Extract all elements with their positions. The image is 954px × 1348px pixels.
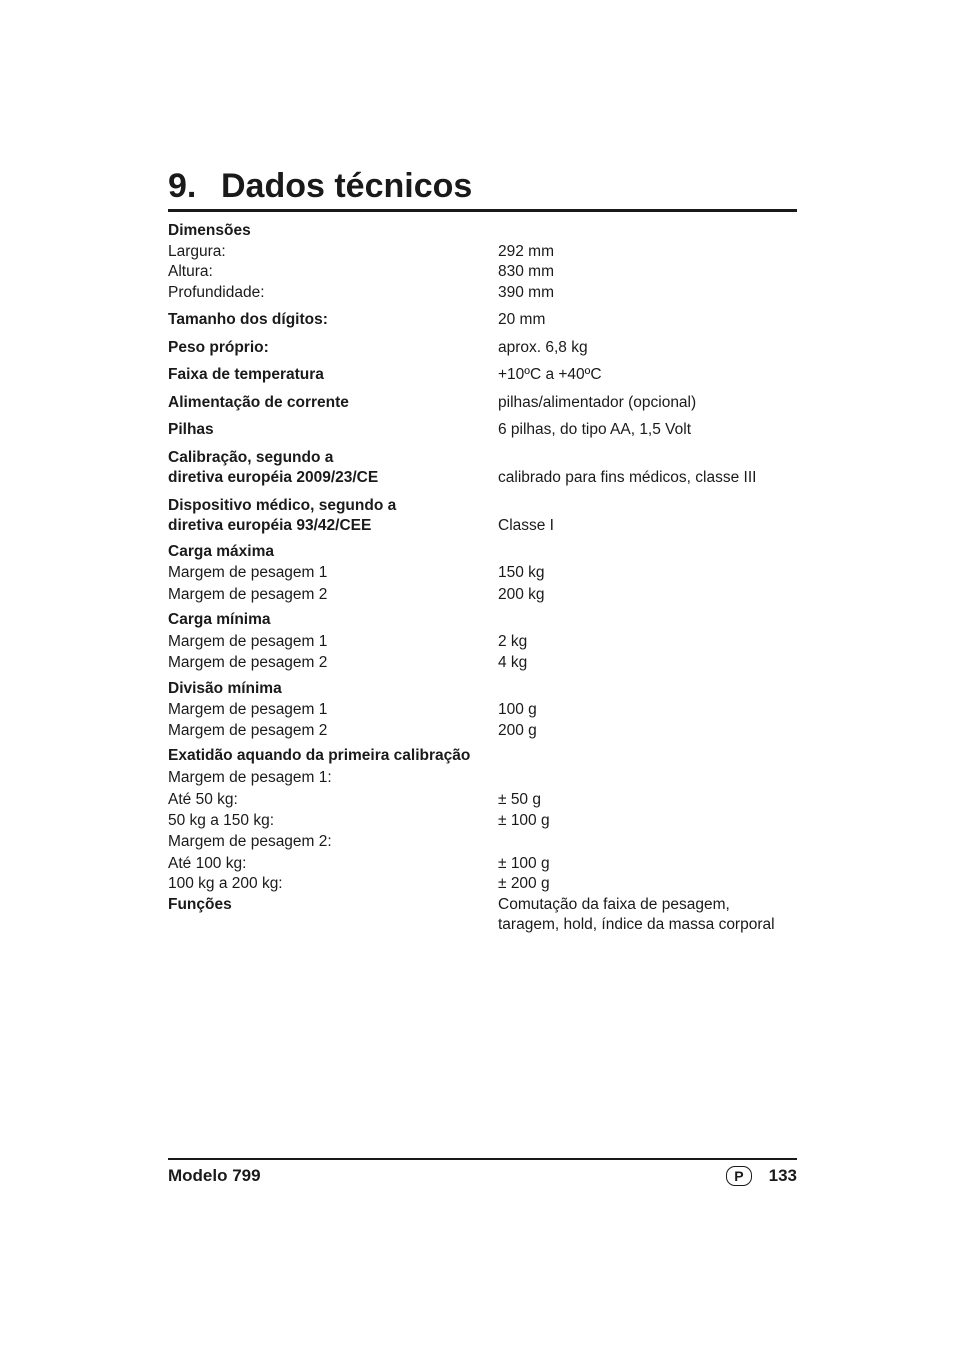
spec-row	[168, 496, 797, 537]
spec-value: 292 mm	[498, 242, 554, 260]
spec-label: Tamanho dos dígitos:	[168, 311, 328, 328]
spec-row	[168, 420, 797, 441]
spec-label: Altura:	[168, 263, 213, 280]
spec-label: Carga mínima	[168, 611, 271, 628]
spec-row	[168, 832, 797, 853]
spec-row	[168, 811, 797, 832]
footer-page-info	[726, 1166, 797, 1186]
spec-label: Dispositivo médico, segundo a diretiva européia 93/42/CEE	[168, 496, 397, 534]
spec-label: Margem de pesagem 2	[168, 721, 328, 739]
spec-row	[168, 242, 797, 263]
spec-row	[168, 393, 797, 414]
spec-value: 830 mm	[498, 263, 554, 280]
spec-row	[168, 895, 797, 933]
spec-label: Calibração, segundo a diretiva européia 2009/23/CE	[168, 448, 379, 486]
spec-label: Dimensões	[168, 222, 251, 239]
spec-value: +10ºC a +40ºC	[498, 366, 602, 383]
spec-row	[168, 746, 797, 767]
spec-label: Profundidade:	[168, 283, 265, 301]
spec-value: 150 kg	[498, 564, 545, 581]
spec-value: 390 mm	[498, 283, 554, 301]
section-title: Dados técnicos	[221, 167, 473, 205]
spec-value: aprox. 6,8 kg	[498, 338, 588, 356]
spec-label: Margem de pesagem 1	[168, 701, 328, 718]
spec-value: ± 200 g	[498, 875, 550, 892]
spec-label: Divisão mínima	[168, 679, 282, 697]
spec-value: Classe I	[498, 517, 554, 534]
spec-row	[168, 610, 797, 631]
spec-row	[168, 448, 797, 489]
spec-value: calibrado para fins médicos, classe III	[498, 469, 757, 486]
spec-value: ± 100 g	[498, 854, 550, 872]
spec-label: Alimentação de corrente	[168, 393, 349, 411]
spec-label: Margem de pesagem 1	[168, 564, 328, 581]
spec-value: 4 kg	[498, 654, 528, 671]
spec-row	[168, 585, 797, 606]
title-divider	[168, 209, 797, 212]
spec-label: Carga máxima	[168, 542, 274, 560]
spec-row	[168, 283, 797, 304]
spec-value: 20 mm	[498, 311, 546, 328]
section-number: 9.	[168, 167, 197, 205]
page-title	[168, 166, 472, 206]
spec-label: Exatidão aquando da primeira calibração	[168, 747, 471, 764]
spec-row	[168, 542, 797, 563]
spec-row	[168, 338, 797, 359]
spec-row	[168, 653, 797, 674]
spec-value: 6 pilhas, do tipo AA, 1,5 Volt	[498, 421, 692, 438]
spec-label: Até 100 kg:	[168, 854, 247, 872]
spec-label: Margem de pesagem 1:	[168, 768, 332, 786]
spec-value: 200 g	[498, 721, 537, 739]
specs-table	[168, 221, 797, 933]
spec-row	[168, 563, 797, 584]
spec-value: 100 g	[498, 701, 537, 718]
spec-row	[168, 262, 797, 283]
page-number: 133	[768, 1166, 797, 1185]
spec-value: Comutação da faixa de pesagem, taragem, hold, índice da massa corporal	[498, 895, 775, 933]
spec-label: 100 kg a 200 kg:	[168, 875, 283, 892]
footer-model: Modelo 799	[168, 1166, 261, 1185]
spec-label: Pilhas	[168, 421, 214, 438]
spec-row	[168, 365, 797, 386]
spec-row	[168, 854, 797, 875]
spec-label: Margem de pesagem 2	[168, 585, 328, 603]
spec-label: Até 50 kg:	[168, 791, 238, 808]
spec-label: Margem de pesagem 2:	[168, 833, 332, 850]
spec-row	[168, 679, 797, 700]
spec-label: Margem de pesagem 2	[168, 654, 328, 671]
spec-value: pilhas/alimentador (opcional)	[498, 393, 697, 411]
spec-row	[168, 790, 797, 811]
spec-label: Peso próprio:	[168, 338, 269, 356]
language-badge: P	[726, 1166, 751, 1186]
spec-row	[168, 700, 797, 721]
spec-row	[168, 221, 797, 242]
spec-label: Margem de pesagem 1	[168, 632, 328, 650]
spec-label: Faixa de temperatura	[168, 366, 324, 383]
spec-value: 200 kg	[498, 585, 545, 603]
spec-value: ± 50 g	[498, 791, 541, 808]
spec-label: Funções	[168, 895, 232, 913]
spec-row	[168, 721, 797, 742]
spec-label: Largura:	[168, 242, 226, 260]
spec-row	[168, 632, 797, 653]
spec-row	[168, 768, 797, 789]
spec-value: ± 100 g	[498, 811, 550, 829]
footer-divider	[168, 1158, 797, 1160]
spec-row	[168, 310, 797, 331]
spec-value: 2 kg	[498, 632, 528, 650]
spec-label: 50 kg a 150 kg:	[168, 811, 274, 829]
spec-row	[168, 874, 797, 895]
